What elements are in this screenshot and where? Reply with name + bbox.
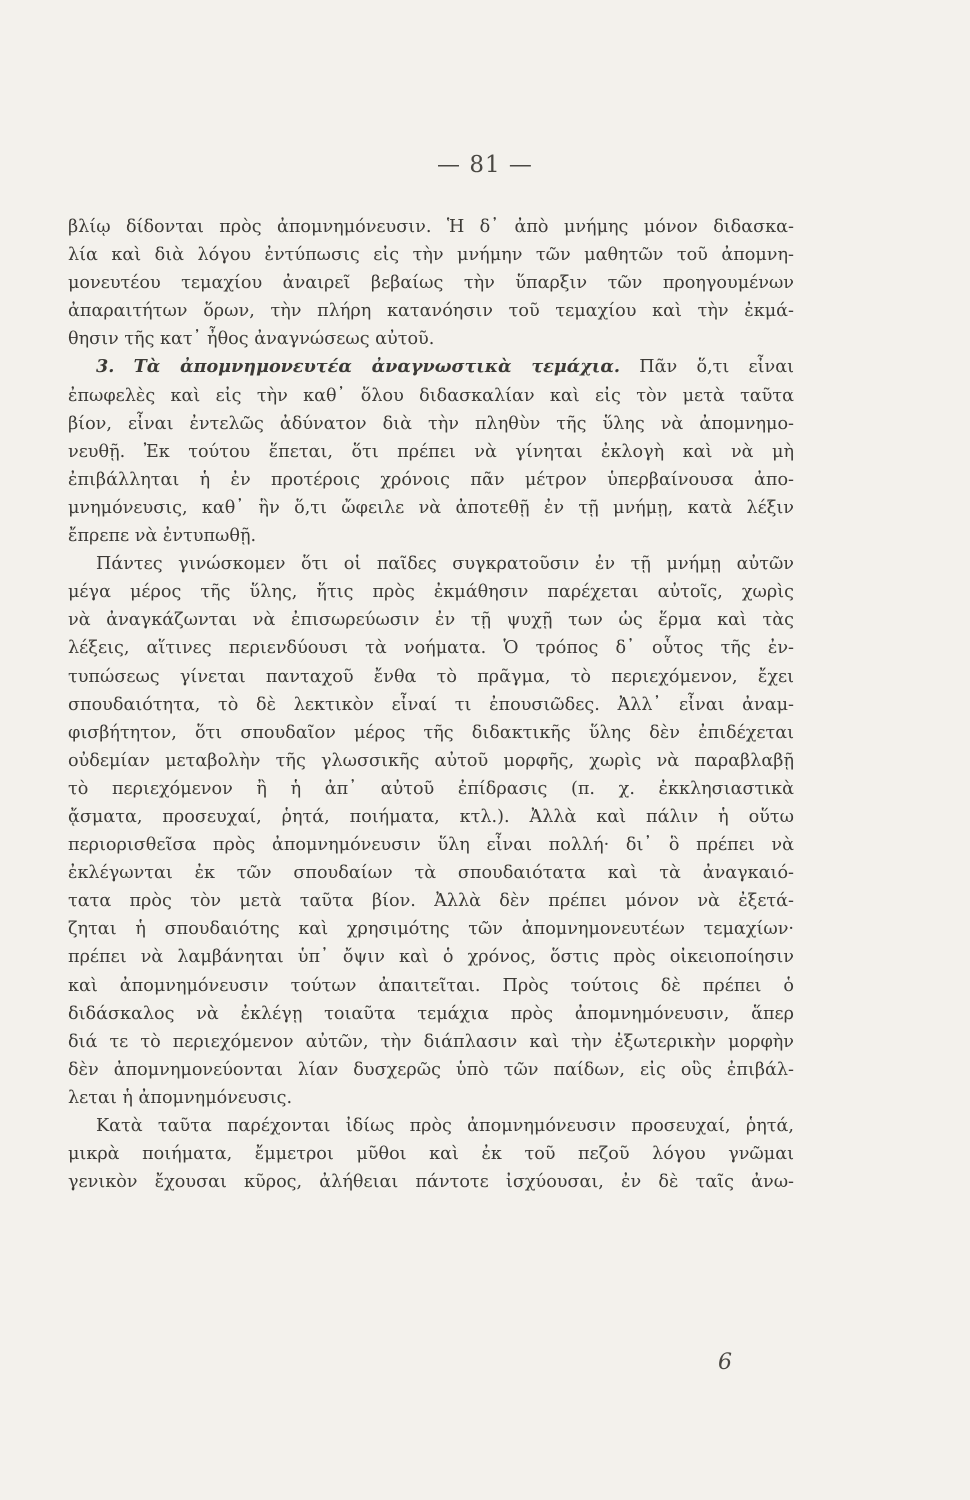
page-number: — 81 — (437, 152, 533, 178)
signature-mark: 6 (718, 1350, 732, 1375)
body-text (68, 213, 794, 1196)
text-line: Πάντες γινώσκομεν ὅτι οἱ παῖδες συγκρατοῦσιν ἐν τῇ μνήμῃ αὐτῶν (96, 554, 794, 575)
text-line: ζηται ἡ σπουδαιότης καὶ χρησιμότης τῶν ἀπομνημονευτέων τεμαχίων· (68, 919, 794, 940)
text-line: διδάσκαλος νὰ ἐκλέγῃ τοιαῦτα τεμάχια πρὸς ἀπομνημόνευσιν, ἅπερ (68, 1003, 794, 1024)
text-line: λεται ἡ ἀπομνημόνευσις. (68, 1087, 293, 1108)
text-line: τὸ περιεχόμενον ἢ ἡ ἀπ᾽ αὐτοῦ ἐπίδρασις (π. χ. ἐκκλησιαστικὰ (68, 778, 794, 799)
text-line: λέξεις, αἵτινες περιενδύουσι τὰ νοήματα. Ὁ τρόπος δ᾽ οὗτος τῆς ἐν- (68, 638, 794, 659)
text-line: νευθῇ. Ἐκ τούτου ἕπεται, ὅτι πρέπει νὰ γίνηται ἐκλογὴ καὶ νὰ μὴ (68, 441, 794, 462)
text-line: ἀπαραιτήτων ὅρων, τὴν πλήρη κατανόησιν τοῦ τεμαχίου καὶ τὴν ἐκμά- (68, 301, 794, 322)
text-line: δὲν ἀπομνημονεύονται λίαν δυσχερῶς ὑπὸ τῶν παίδων, εἰς οὓς ἐπιβάλ- (68, 1059, 794, 1080)
text-line: μονευτέου τεμαχίου ἀναιρεῖ βεβαίως τὴν ὕπαρξιν τῶν προηγουμένων (68, 273, 794, 294)
text-line: τυπώσεως γίνεται πανταχοῦ ἔνθα τὸ πρᾶγμα, τὸ περιεχόμενον, ἔχει (68, 666, 794, 687)
text-line: μέγα μέρος τῆς ὕλης, ἥτις πρὸς ἐκμάθησιν παρέχεται αὐτοῖς, χωρὶς (68, 582, 794, 603)
text-line: τατα πρὸς τὸν μετὰ ταῦτα βίον. Ἀλλὰ δὲν πρέπει μόνον νὰ ἐξετά- (68, 891, 794, 912)
text-line: σπουδαιότητα, τὸ δὲ λεκτικὸν εἶναί τι ἐπουσιῶδες. Ἀλλ᾽ εἶναι ἀναμ- (68, 694, 794, 715)
section-heading: Τὰ ἀπομνημονευτέα ἀναγνωστικὰ τεμάχια. (133, 356, 621, 378)
text-line: περιορισθεῖσα πρὸς ἀπομνημόνευσιν ὕλη εἶναι πολλή· δι᾽ ὃ πρέπει νὰ (68, 835, 794, 856)
text-line: μικρὰ ποιήματα, ἔμμετροι μῦθοι καὶ ἐκ τοῦ πεζοῦ λόγου γνῶμαι (68, 1144, 794, 1165)
text-line: Κατὰ ταῦτα παρέχονται ἰδίως πρὸς ἀπομνημόνευσιν προσευχαί, ῥητά, (96, 1116, 794, 1136)
text-line: γενικὸν ἔχουσαι κῦρος, ἀλήθειαι πάντοτε ἰσχύουσαι, ἐν δὲ ταῖς ἀνω- (68, 1172, 794, 1193)
text-line: ἔπρεπε νὰ ἐντυπωθῇ. (68, 526, 257, 547)
text-line: νὰ ἀναγκάζωνται νὰ ἐπισωρεύωσιν ἐν τῇ ψυχῇ των ὡς ἕρμα καὶ τὰς (68, 610, 794, 631)
text-line: καὶ ἀπομνημόνευσιν τούτων ἀπαιτεῖται. Πρὸς τούτοις δὲ πρέπει ὁ (68, 975, 794, 996)
text-line: ᾄσματα, προσευχαί, ῥητά, ποιήματα, κτλ.). Ἀλλὰ καὶ πάλιν ἡ οὕτω (68, 806, 794, 827)
text-line: οὐδεμίαν μεταβολὴν τῆς γλωσσικῆς αὐτοῦ μορφῆς, χωρὶς νὰ παραβλαβῇ (68, 750, 794, 771)
text-line: φισβήτητον, ὅτι σπουδαῖον μέρος τῆς διδακτικῆς ὕλης δὲν ἐπιδέχεται (68, 722, 794, 743)
text-line: βίον, εἶναι ἐντελῶς ἀδύνατον διὰ τὴν πληθὺν τῆς ὕλης νὰ ἀπομνημο- (68, 413, 794, 434)
heading-rest-text: Πᾶν ὅ,τι εἶναι (639, 357, 794, 378)
text-line: ἐπιβάλληται ἡ ἐν προτέροις χρόνοις πᾶν μέτρον ὑπερβαίνουσα ἀπο- (68, 469, 794, 490)
text-line: ἐπωφελὲς καὶ εἰς τὴν καθ᾽ ὅλου διδασκαλίαν καὶ εἰς τὸν μετὰ ταῦτα (68, 385, 794, 406)
text-line: θησιν τῆς κατ᾽ ἦθος ἀναγνώσεως αὐτοῦ. (68, 329, 435, 350)
text-line: διά τε τὸ περιεχόμενον αὐτῶν, τὴν διάπλασιν καὶ τὴν ἐξωτερικὴν μορφὴν (68, 1031, 794, 1052)
text-line: λία καὶ διὰ λόγου ἐντύπωσις εἰς τὴν μνήμην τῶν μαθητῶν τοῦ ἀπομνη- (68, 245, 794, 266)
text-line: μνημόνευσις, καθ᾽ ἣν ὅ,τι ὤφειλε νὰ ἀποτεθῇ ἐν τῇ μνήμῃ, κατὰ λέξιν (68, 497, 794, 518)
text-line: πρέπει νὰ λαμβάνηται ὑπ᾽ ὄψιν καὶ ὁ χρόνος, ὅστις πρὸς οἰκειοποίησιν (68, 947, 794, 968)
text-line: βλίῳ δίδονται πρὸς ἀπομνημόνευσιν. Ἡ δ᾽ ἀπὸ μνήμης μόνον διδασκα- (68, 217, 794, 237)
section-heading-line (68, 353, 794, 381)
text-line: ἐκλέγωνται ἐκ τῶν σπουδαίων τὰ σπουδαιότατα καὶ τὰ ἀναγκαιό- (68, 863, 794, 884)
section-number: 3. (96, 356, 115, 378)
